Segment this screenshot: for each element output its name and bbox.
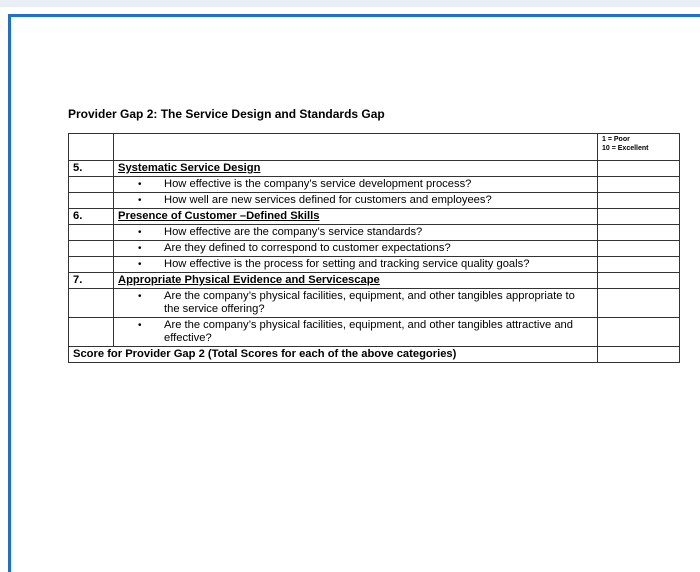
bullet-icon: • [138,259,142,270]
question-row [69,289,680,318]
section-number: 6. [69,209,114,225]
empty-number-cell [69,225,114,241]
section-heading: Appropriate Physical Evidence and Servicescape [114,273,598,289]
score-cell[interactable] [598,241,680,257]
question-row [69,193,680,209]
question-row [69,318,680,347]
section-heading-row [69,161,680,177]
question-text: Are they defined to correspond to customer expectations? [164,242,451,254]
question-row [69,225,680,241]
question-text: How effective is the company’s service development process? [164,178,472,190]
page-title: Provider Gap 2: The Service Design and Standards Gap [68,107,385,121]
section-heading: Systematic Service Design [114,161,598,177]
question-row [69,257,680,273]
empty-number-cell [69,193,114,209]
bullet-icon: • [138,320,142,331]
total-score-label: Score for Provider Gap 2 (Total Scores for each of the above categories) [69,347,598,363]
question-cell [114,318,598,347]
score-cell[interactable] [598,289,680,318]
bullet-icon: • [138,227,142,238]
section-number: 5. [69,161,114,177]
document-frame-top-border [8,14,700,17]
gap-assessment-table [68,133,680,363]
question-row [69,177,680,193]
document-frame-left-border [8,14,11,572]
score-cell[interactable] [598,177,680,193]
score-cell[interactable] [598,257,680,273]
section-heading-row [69,273,680,289]
score-cell[interactable] [598,161,680,177]
question-cell [114,225,598,241]
empty-number-cell [69,318,114,347]
bullet-icon: • [138,291,142,302]
question-text: Are the company’s physical facilities, equipment, and other tangibles attractive and effective? [164,319,573,344]
question-text: Are the company’s physical facilities, equipment, and other tangibles appropriate to the service offering? [164,290,575,315]
section-number: 7. [69,273,114,289]
section-heading-row [69,209,680,225]
score-cell[interactable] [598,193,680,209]
empty-number-cell [69,177,114,193]
score-cell[interactable] [598,225,680,241]
question-text: How effective is the process for setting and tracking service quality goals? [164,258,530,270]
question-text: How effective are the company’s service standards? [164,226,423,238]
bullet-icon: • [138,179,142,190]
question-row [69,241,680,257]
question-cell [114,193,598,209]
score-cell[interactable] [598,318,680,347]
question-cell [114,177,598,193]
legend-poor: 1 = Poor [602,136,630,143]
question-text: How well are new services defined for customers and employees? [164,194,492,206]
question-cell [114,289,598,318]
empty-number-cell [69,241,114,257]
score-cell[interactable] [598,209,680,225]
section-heading: Presence of Customer –Defined Skills [114,209,598,225]
question-cell [114,241,598,257]
total-score-row [69,347,680,363]
total-score-cell[interactable] [598,347,680,363]
score-legend [598,134,680,161]
empty-number-cell [69,289,114,318]
legend-row [69,134,680,161]
legend-empty-cell [114,134,598,161]
legend-empty-cell [69,134,114,161]
window-top-strip [0,0,700,7]
score-cell[interactable] [598,273,680,289]
bullet-icon: • [138,195,142,206]
empty-number-cell [69,257,114,273]
legend-excellent: 10 = Excellent [602,145,649,152]
bullet-icon: • [138,243,142,254]
question-cell [114,257,598,273]
